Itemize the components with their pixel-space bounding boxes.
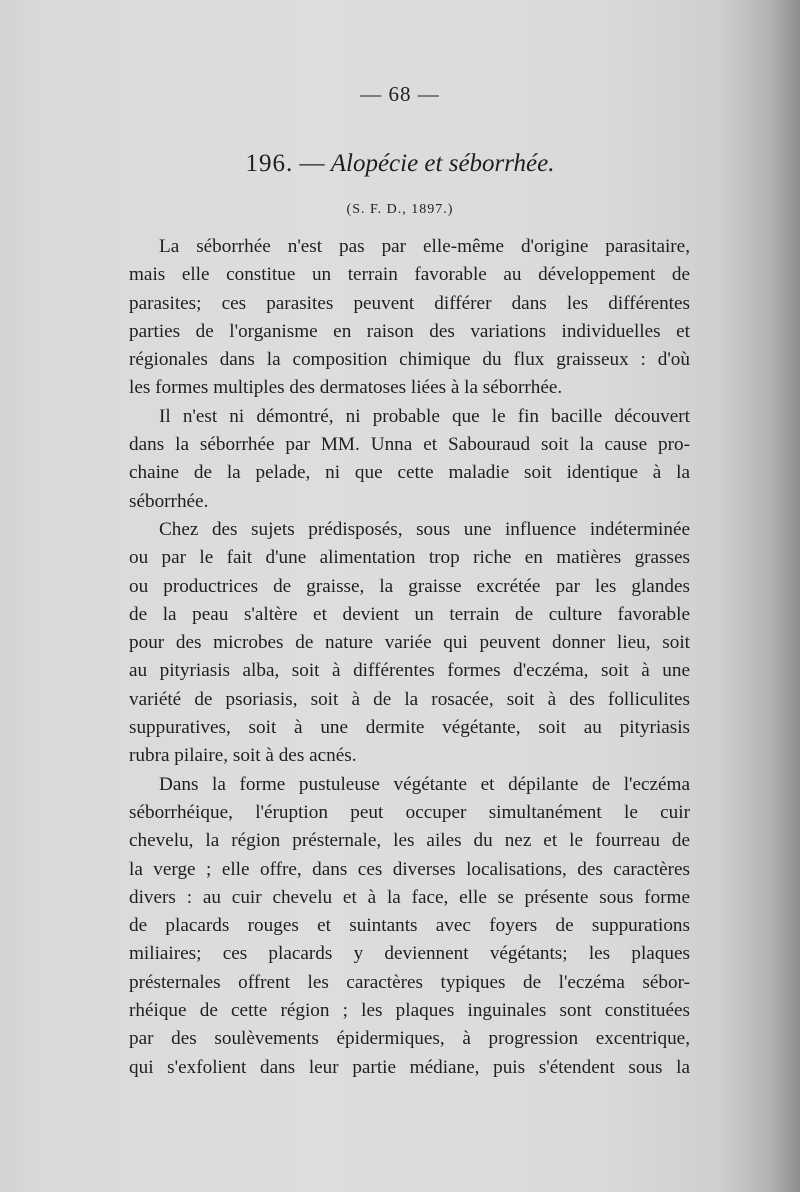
text-line: pour des microbes de nature variée qui peuvent donner lieu, soit — [129, 632, 690, 654]
body-text — [129, 233, 690, 1082]
text-line: variété de psoriasis, soit à de la rosacée, soit à des folliculites — [129, 688, 690, 710]
text-line: dans la séborrhée par MM. Unna et Sabouraud soit la cause pro- — [129, 434, 690, 456]
section-dash: — — [299, 150, 325, 177]
text-line: rubra pilaire, soit à des acnés. — [129, 745, 357, 767]
text-line: la verge ; elle offre, dans ces diverses localisations, des caractères — [129, 858, 690, 880]
text-line: parties de l'organisme en raison des variations individuelles et — [129, 320, 690, 342]
section-heading — [0, 150, 800, 178]
text-line: Il n'est ni démontré, ni probable que le fin bacille découvert — [159, 405, 690, 427]
text-line: parasites; ces parasites peuvent différer dans les différentes — [129, 292, 690, 314]
text-line: ou par le fait d'une alimentation trop riche en matières grasses — [129, 547, 690, 569]
text-line: chaine de la pelade, ni que cette maladie soit identique à la — [129, 462, 690, 484]
text-line: mais elle constitue un terrain favorable au développement de — [129, 264, 690, 286]
text-line: régionales dans la composition chimique du flux graisseux : d'où — [129, 349, 690, 371]
paragraph — [129, 516, 690, 771]
section-title: Alopécie et séborrhée. — [330, 150, 555, 177]
paragraph — [129, 771, 690, 1082]
text-line: suppuratives, soit à une dermite végétante, soit au pityriasis — [129, 717, 690, 739]
text-line: par des soulèvements épidermiques, à progression excentrique, — [129, 1028, 690, 1050]
text-line: de la peau s'altère et devient un terrain de culture favorable — [129, 603, 690, 625]
text-line: séborrhéique, l'éruption peut occuper simultanément le cuir — [129, 801, 690, 823]
text-line: Chez des sujets prédisposés, sous une influence indéterminée — [159, 518, 690, 540]
paragraph — [129, 233, 690, 403]
section-source: (S. F. D., 1897.) — [346, 202, 454, 217]
text-line: miliaires; ces placards y deviennent végétants; les plaques — [129, 943, 690, 965]
text-line: les formes multiples des dermatoses liées à la séborrhée. — [129, 377, 563, 399]
text-line: chevelu, la région présternale, les ailes du nez et le fourreau de — [129, 830, 690, 852]
text-line: ou productrices de graisse, la graisse excrétée par les glandes — [129, 575, 690, 597]
text-line: au pityriasis alba, soit à différentes formes d'eczéma, soit à une — [129, 660, 690, 682]
paragraph — [129, 403, 690, 516]
text-line: Dans la forme pustuleuse végétante et dépilante de l'eczéma — [159, 773, 690, 795]
text-line: rhéique de cette région ; les plaques inguinales sont constituées — [129, 1000, 690, 1022]
page-number: — 68 — — [360, 82, 440, 106]
text-line: de placards rouges et suintants avec foyers de suppurations — [129, 915, 690, 937]
section-number: 196. — [245, 150, 294, 177]
text-line: présternales offrent les caractères typiques de l'eczéma sébor- — [129, 971, 690, 993]
text-line: La séborrhée n'est pas par elle-même d'origine parasitaire, — [159, 236, 690, 257]
text-line: divers : au cuir chevelu et à la face, elle se présente sous forme — [129, 886, 690, 908]
text-line: qui s'exfolient dans leur partie médiane, puis s'étendent sous la — [129, 1056, 690, 1078]
text-line: séborrhée. — [129, 490, 209, 512]
